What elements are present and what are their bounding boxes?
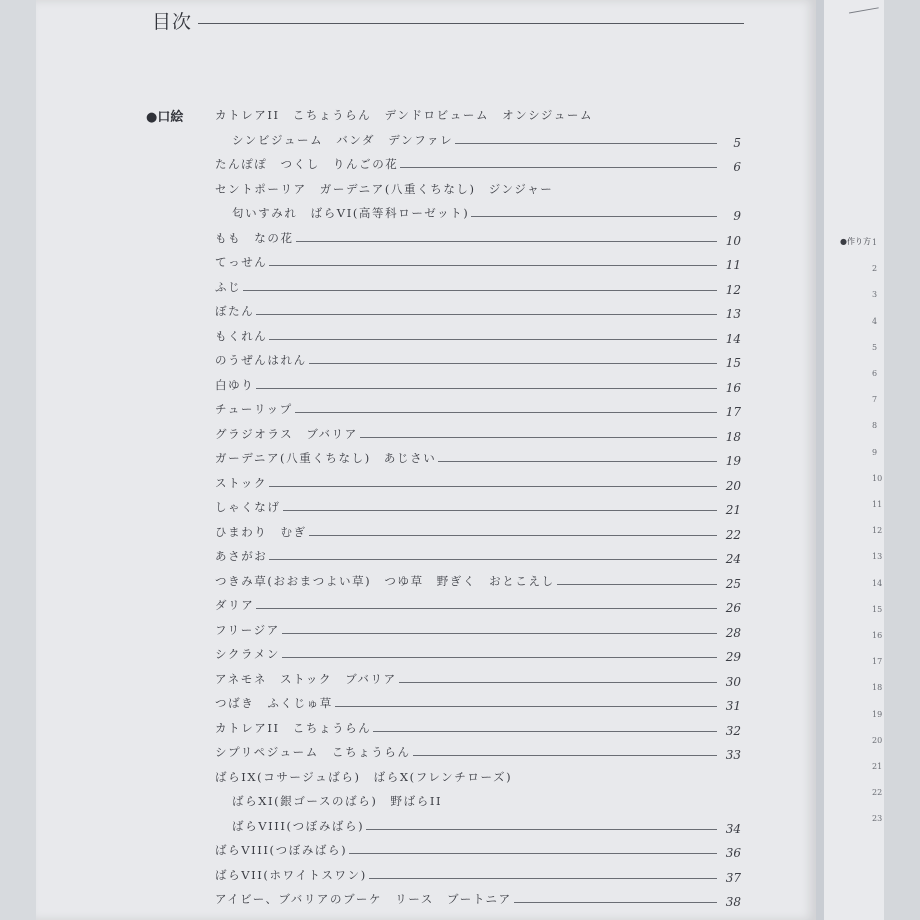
toc-leader-line — [269, 559, 717, 560]
facing-page-number: 23 — [872, 814, 883, 824]
toc-entry-page: 5 — [733, 135, 741, 150]
toc-entry — [215, 104, 741, 126]
toc-entry-title: のうぜんはれん — [215, 353, 307, 367]
toc-entry-title: フリージア — [215, 622, 280, 637]
facing-page-number: 9 — [872, 447, 878, 457]
toc-leader-line — [455, 143, 717, 144]
toc-entry-title: ばらVIII(つぼみばら) — [215, 843, 348, 857]
toc-entry-page: 38 — [725, 895, 741, 909]
toc-leader-line — [514, 902, 717, 903]
facing-page-number: 22 — [872, 788, 883, 798]
toc-entry-title: たんぽぽ つくし りんごの花 — [215, 157, 399, 171]
toc-entry-title: カトレアII こちょうらん デンドロビューム オンシジューム — [215, 108, 594, 122]
toc-entry — [215, 251, 741, 273]
toc-entry-title: もも なの花 — [215, 230, 294, 245]
facing-page-number: 8 — [872, 421, 878, 431]
toc-entry-title: アイビー、ブバリアのブーケ リース ブートニア — [215, 892, 512, 906]
toc-leader-line — [557, 584, 717, 585]
facing-section-marker: ●作り方 — [840, 237, 871, 246]
toc-leader-line — [282, 633, 717, 634]
toc-entry-title: シプリペジューム こちょうらん — [215, 745, 411, 759]
toc-entry-page: 17 — [725, 405, 741, 419]
toc-leader-line — [243, 290, 717, 291]
toc-entry-page: 36 — [725, 846, 741, 860]
toc-entry — [215, 325, 741, 347]
toc-entry-title: セントポーリア ガーデニア(八重くちなし) ジンジャー — [215, 181, 554, 196]
toc-leader-line — [349, 853, 717, 854]
toc-entry-title: つきみ草(おおまつよい草) つゆ草 野ぎく おとこえし — [215, 573, 555, 588]
toc-leader-line — [399, 682, 717, 683]
book-edge-right — [884, 0, 920, 920]
toc-entry — [232, 790, 741, 812]
toc-entry-title: ひまわり むぎ — [215, 524, 307, 539]
toc-entry — [215, 766, 741, 788]
toc-entry-title: ばらXI(銀ゴースのばら) 野ばらII — [232, 794, 443, 808]
toc-leader-line — [296, 241, 717, 242]
toc-entry — [215, 741, 741, 763]
toc-leader-line — [256, 388, 717, 389]
toc-entry-title: ばらVII(ホワイトスワン) — [215, 867, 367, 882]
toc-entry-title: ダリア — [215, 598, 255, 612]
toc-entry — [215, 692, 741, 714]
toc-entry-page: 30 — [725, 674, 741, 689]
toc-entry — [215, 888, 741, 910]
toc-entry-page: 10 — [725, 233, 741, 248]
toc-entry — [215, 153, 741, 175]
toc-entry-page: 29 — [725, 650, 741, 664]
toc-entry-title: ぼたん — [215, 304, 255, 318]
toc-entry-page: 14 — [725, 331, 741, 346]
toc-entry-page: 32 — [725, 723, 741, 738]
toc-leader-line — [256, 314, 717, 315]
facing-page — [824, 0, 884, 920]
facing-page-number: 14 — [872, 578, 883, 588]
facing-page-number: 11 — [872, 500, 883, 509]
toc-entry — [232, 815, 741, 837]
toc-entry — [215, 668, 741, 690]
toc-leader-line — [269, 486, 717, 487]
toc-entry — [215, 300, 741, 322]
toc-leader-line — [369, 878, 717, 879]
toc-entry-title: ばらIX(コサージュばら) ばらX(フレンチローズ) — [215, 769, 513, 784]
toc-entry-page: 37 — [725, 870, 741, 885]
toc-entry — [215, 570, 741, 592]
toc-entry-page: 28 — [725, 625, 741, 640]
toc-entry — [215, 521, 741, 543]
toc-leader-line — [413, 755, 717, 756]
facing-page-number: 21 — [872, 762, 883, 771]
toc-entry-title: シンビジューム バンダ デンファレ — [232, 132, 454, 147]
toc-entry-page: 12 — [725, 282, 741, 297]
toc-entry — [232, 129, 741, 151]
toc-leader-line — [295, 412, 717, 413]
toc-entry — [215, 398, 741, 420]
toc-entry — [215, 276, 741, 298]
toc-leader-line — [256, 608, 717, 609]
toc-entry — [215, 839, 741, 861]
toc-entry-title: グラジオラス ブバリア — [215, 426, 358, 441]
toc-entry-title: 匂いすみれ ばらVI(高等科ローゼット) — [232, 206, 470, 220]
facing-page-number: 2 — [872, 264, 878, 274]
toc-entry-title: もくれん — [215, 328, 268, 343]
facing-page-number: 16 — [872, 631, 883, 640]
toc-entry — [215, 178, 741, 200]
toc-entry-title: つばき ふくじゅ草 — [215, 696, 333, 710]
toc-entry — [215, 545, 741, 567]
toc-entry-page: 11 — [725, 258, 741, 272]
toc-leader-line — [438, 461, 717, 462]
toc-leader-line — [309, 363, 717, 364]
toc-entry — [232, 202, 741, 224]
facing-page-number: 1 — [872, 238, 878, 247]
toc-leader-line — [269, 339, 717, 340]
facing-page-number: 12 — [872, 526, 883, 536]
toc-entry-title: てっせん — [215, 255, 268, 269]
toc-entry-title: しゃくなげ — [215, 500, 281, 514]
toc-entry-page: 13 — [725, 307, 741, 321]
toc-entry-page: 6 — [733, 160, 741, 174]
toc-entry — [215, 594, 741, 616]
toc-leader-line — [282, 657, 717, 658]
toc-entry-title: シクラメン — [215, 647, 280, 661]
toc-entry-page: 16 — [725, 380, 741, 395]
facing-page-number: 17 — [872, 657, 883, 667]
toc-entry-page: 22 — [725, 527, 741, 542]
toc-entry-page: 19 — [725, 454, 741, 468]
toc-entry — [215, 864, 741, 886]
toc-entry-title: ガーデニア(八重くちなし) あじさい — [215, 451, 437, 465]
toc-entry-page: 9 — [733, 209, 741, 223]
facing-page-number: 10 — [872, 473, 883, 483]
toc-entry-title: ばらVIII(つぼみばら) — [232, 818, 365, 833]
facing-page-number: 4 — [872, 316, 878, 326]
page-title: 目次 — [152, 10, 193, 33]
toc-leader-line — [309, 535, 717, 536]
facing-page-number: 13 — [872, 552, 883, 562]
toc-entry-title: ストック — [215, 475, 268, 490]
facing-page-number: 18 — [872, 683, 883, 693]
toc-entry — [215, 374, 741, 396]
toc-entry — [215, 496, 741, 518]
facing-page-number: 15 — [872, 604, 883, 614]
toc-leader-line — [269, 265, 717, 266]
toc-leader-line — [373, 731, 717, 732]
toc-leader-line — [400, 167, 717, 168]
toc-entry — [215, 349, 741, 371]
toc-entry — [215, 423, 741, 445]
toc-entry — [215, 643, 741, 665]
toc-entry-title: カトレアII こちょうらん — [215, 720, 372, 735]
toc-entry-page: 33 — [725, 748, 741, 762]
toc-leader-line — [360, 437, 717, 438]
toc-leader-line — [283, 510, 718, 511]
facing-page-number: 19 — [872, 709, 883, 719]
book-gutter-left — [0, 0, 36, 920]
toc-entry-title: チューリップ — [215, 402, 293, 416]
toc-entry-page: 15 — [725, 356, 741, 370]
toc-entry-title: 白ゆり — [215, 377, 255, 392]
section-marker-frontispiece: ●口絵 — [146, 110, 184, 125]
toc-entry-page: 24 — [725, 552, 741, 566]
toc-entry — [215, 619, 741, 641]
toc-entry — [215, 227, 741, 249]
toc-leader-line — [471, 216, 717, 217]
toc-heading — [152, 6, 744, 34]
toc-entry-page: 25 — [725, 576, 741, 591]
facing-page-number: 20 — [872, 735, 883, 745]
toc-entry-page: 18 — [725, 429, 741, 444]
toc-entry-page: 21 — [725, 503, 741, 517]
toc-entry — [215, 717, 741, 739]
toc-entry-title: アネモネ ストック ブバリア — [215, 671, 397, 686]
toc-entry-page: 31 — [725, 699, 741, 713]
toc-entry-title: ふじ — [215, 279, 242, 294]
facing-page-number: 6 — [872, 369, 878, 378]
toc-entry-page: 26 — [725, 601, 741, 615]
toc-entry — [215, 447, 741, 469]
heading-rule — [198, 23, 744, 24]
facing-page-number: 7 — [872, 395, 878, 405]
toc-entry-page: 34 — [725, 821, 741, 836]
toc-entry — [215, 472, 741, 494]
toc-entry-title: あさがお — [215, 549, 268, 563]
toc-entry-page: 20 — [725, 478, 741, 493]
toc-leader-line — [335, 706, 717, 707]
toc-leader-line — [366, 829, 717, 830]
facing-page-number: 3 — [872, 290, 878, 300]
facing-page-number: 5 — [872, 342, 878, 352]
